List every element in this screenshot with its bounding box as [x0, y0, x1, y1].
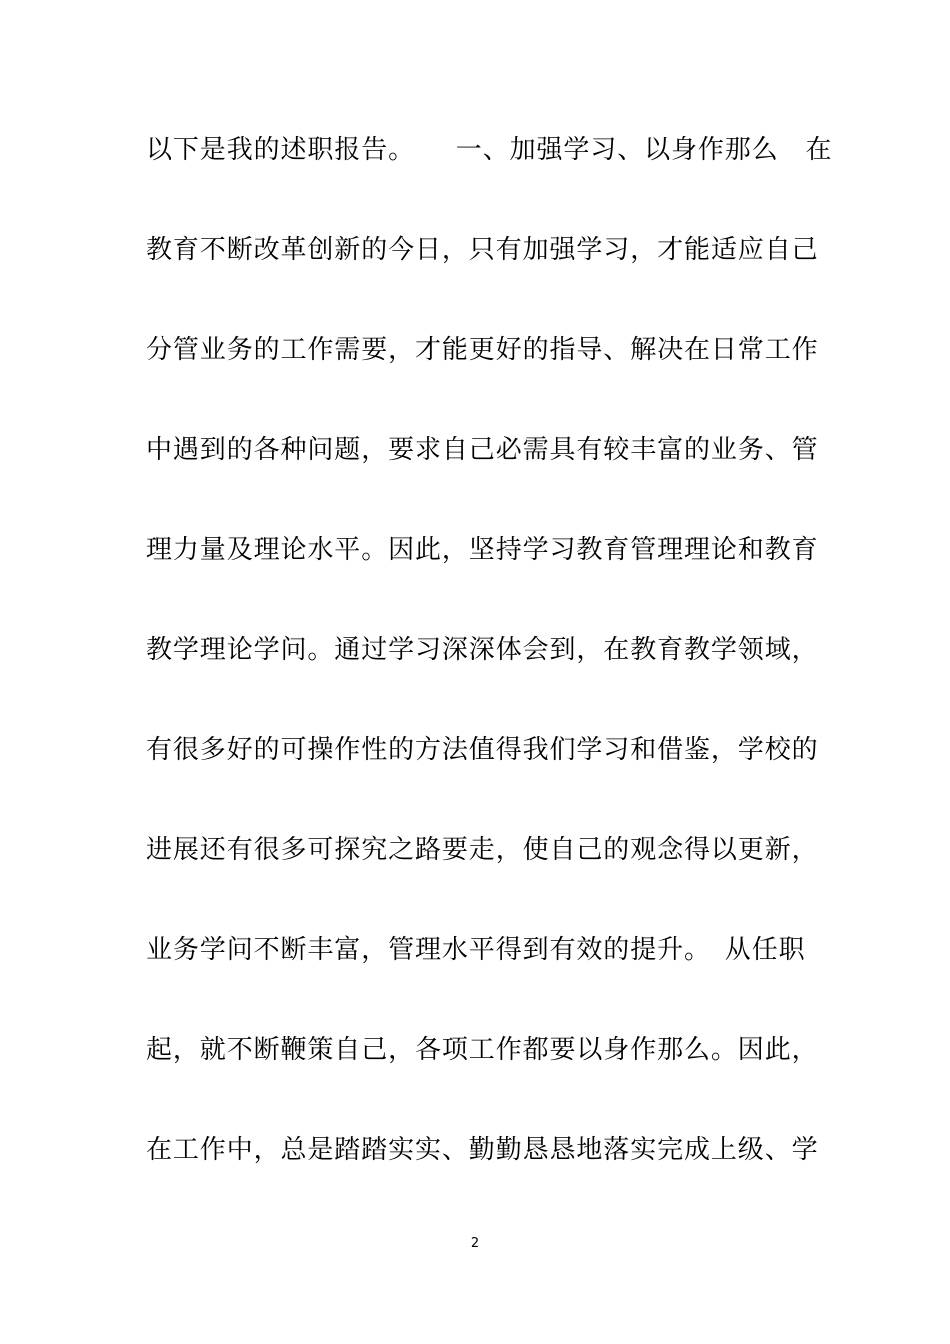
text-line: 中遇到的各种问题，要求自己必需具有较丰富的业务、管: [146, 435, 819, 465]
text-line: 教育不断改革创新的今日，只有加强学习，才能适应自己: [146, 235, 819, 265]
text-line: 进展还有很多可探究之路要走，使自己的观念得以更新，: [146, 835, 819, 865]
text-line: 分管业务的工作需要，才能更好的指导、解决在日常工作: [146, 335, 819, 365]
text-line: 起，就不断鞭策自己，各项工作都要以身作那么。因此，: [146, 1035, 819, 1065]
body-text: [146, 126, 833, 1226]
text-line: 教学理论学问。通过学习深深体会到，在教育教学领域，: [146, 635, 819, 665]
page-number: 2: [470, 1236, 480, 1251]
text-line: 有很多好的可操作性的方法值得我们学习和借鉴，学校的: [146, 735, 819, 765]
text-line: 业务学问不断丰富，管理水平得到有效的提升。 从任职: [146, 935, 806, 965]
text-line: 以下是我的述职报告。 一、加强学习、以身作那么 在: [146, 135, 833, 165]
text-line: 在工作中，总是踏踏实实、勤勤恳恳地落实完成上级、学: [146, 1135, 819, 1165]
text-line: 理力量及理论水平。因此，坚持学习教育管理理论和教育: [146, 535, 819, 565]
